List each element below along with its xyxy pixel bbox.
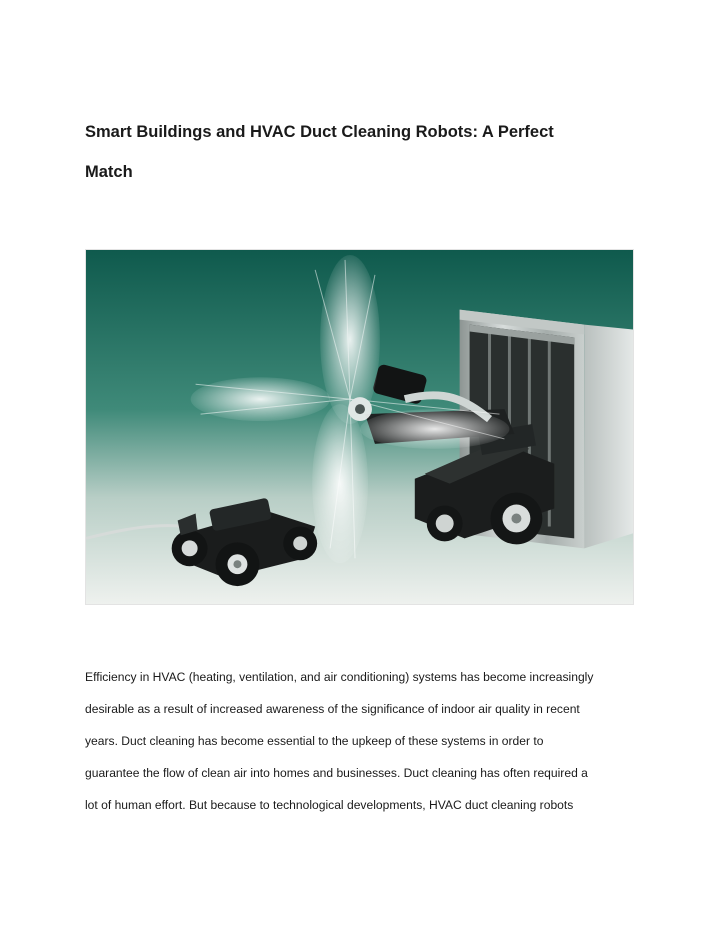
paragraph-line: desirable as a result of increased awareness of the significance of indoor air quality in recent (85, 702, 580, 716)
duct-cleaning-robots-photo (85, 249, 634, 605)
article-paragraph (85, 661, 645, 821)
article-title (85, 112, 645, 192)
title-line-1: Smart Buildings and HVAC Duct Cleaning Robots: A Perfect (85, 123, 554, 141)
photo-illustration (86, 250, 633, 604)
paragraph-line: years. Duct cleaning has become essential to the upkeep of these systems in order to (85, 734, 544, 748)
paragraph-line: Efficiency in HVAC (heating, ventilation, and air conditioning) systems has become increasingly (85, 670, 594, 684)
paragraph-line: guarantee the flow of clean air into homes and businesses. Duct cleaning has often required a (85, 766, 588, 780)
title-line-2: Match (85, 163, 133, 181)
paragraph-line: lot of human effort. But because to technological developments, HVAC duct cleaning robots (85, 798, 574, 812)
